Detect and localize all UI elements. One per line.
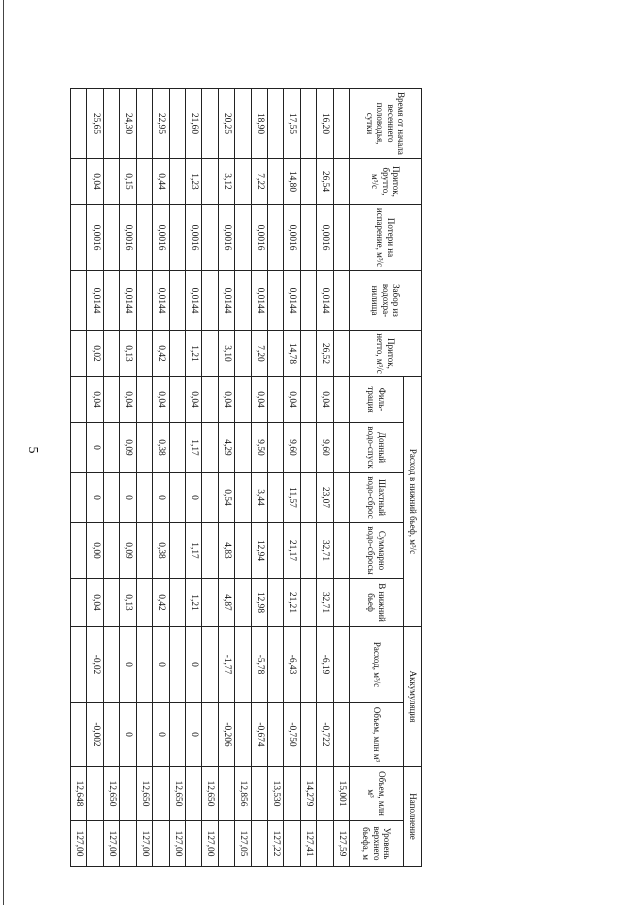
cell-bottom: 9,50: [251, 423, 267, 473]
cell-acc-flow: [103, 627, 119, 703]
cell-evap: [235, 205, 251, 271]
cell-total: [71, 523, 88, 579]
cell-total: 1,17: [185, 523, 201, 579]
cell-bottom: 0,38: [153, 423, 169, 473]
table-row: [251, 89, 267, 867]
cell-fill-vol: [87, 767, 103, 821]
cell-shaft: [267, 473, 283, 523]
cell-withdrawal: 0,0144: [120, 271, 136, 331]
header-filling-group: Наполнение: [404, 767, 422, 867]
cell-time: 21,60: [185, 89, 201, 159]
cell-total: [333, 523, 349, 579]
cell-total: [103, 523, 119, 579]
cell-acc-flow: [169, 627, 185, 703]
cell-acc-vol: [267, 703, 283, 767]
cell-time: [136, 89, 152, 159]
cell-total: [235, 523, 251, 579]
cell-total: [136, 523, 152, 579]
cell-withdrawal: 0,0144: [251, 271, 267, 331]
cell-shaft: [136, 473, 152, 523]
cell-fill-vol: 12,650: [103, 767, 119, 821]
cell-inflow-gross: [235, 159, 251, 205]
cell-time: 18,90: [251, 89, 267, 159]
cell-evap: [333, 205, 349, 271]
cell-inflow-net: 26,52: [317, 331, 333, 377]
header-discharge-group: Расход в нижний бьеф, м³/с: [404, 377, 422, 627]
cell-evap: 0,0016: [153, 205, 169, 271]
cell-filtration: 0,04: [284, 377, 300, 423]
cell-filtration: 0,04: [120, 377, 136, 423]
cell-inflow-net: 1,21: [185, 331, 201, 377]
cell-inflow-gross: 3,12: [218, 159, 234, 205]
cell-tail: [136, 579, 152, 627]
cell-shaft: [103, 473, 119, 523]
cell-filtration: [103, 377, 119, 423]
cell-acc-flow: [136, 627, 152, 703]
cell-evap: [300, 205, 316, 271]
cell-tail: 32,71: [317, 579, 333, 627]
cell-acc-flow: [235, 627, 251, 703]
header-filtration: Филь-трация: [350, 377, 404, 423]
cell-evap: [71, 205, 88, 271]
cell-inflow-gross: 1,23: [185, 159, 201, 205]
cell-level: 127,00: [169, 821, 185, 867]
cell-acc-vol: -0,722: [317, 703, 333, 767]
cell-acc-vol: [71, 703, 88, 767]
header-total-spill: Суммарно водо-сбросы: [350, 523, 404, 579]
table-row: [284, 89, 300, 867]
cell-level: 127,00: [202, 821, 218, 867]
cell-inflow-gross: [136, 159, 152, 205]
cell-time: [103, 89, 119, 159]
cell-time: [235, 89, 251, 159]
cell-time: [202, 89, 218, 159]
cell-evap: 0,0016: [317, 205, 333, 271]
cell-tail: 1,21: [185, 579, 201, 627]
cell-inflow-gross: 14,80: [284, 159, 300, 205]
table-row: [202, 89, 218, 867]
cell-filtration: 0,04: [218, 377, 234, 423]
cell-shaft: [333, 473, 349, 523]
cell-acc-flow: [300, 627, 316, 703]
cell-withdrawal: [333, 271, 349, 331]
cell-bottom: [136, 423, 152, 473]
cell-inflow-net: 7,20: [251, 331, 267, 377]
cell-inflow-gross: [169, 159, 185, 205]
cell-fill-vol: 15,001: [333, 767, 349, 821]
cell-inflow-net: [333, 331, 349, 377]
cell-time: 16,20: [317, 89, 333, 159]
cell-total: 0,09: [120, 523, 136, 579]
cell-acc-vol: -0,206: [218, 703, 234, 767]
table-row: [185, 89, 201, 867]
cell-bottom: 9,60: [284, 423, 300, 473]
cell-bottom: 0,09: [120, 423, 136, 473]
cell-inflow-net: [235, 331, 251, 377]
header-fill-volume: Объем, млн м³: [350, 767, 404, 821]
cell-acc-flow: 0: [120, 627, 136, 703]
cell-evap: 0,0016: [251, 205, 267, 271]
header-accum-flow: Расход, м³/с: [350, 627, 404, 703]
cell-acc-flow: [71, 627, 88, 703]
table-row: [317, 89, 333, 867]
cell-fill-vol: [284, 767, 300, 821]
cell-level: 127,22: [267, 821, 283, 867]
cell-withdrawal: [267, 271, 283, 331]
cell-total: [169, 523, 185, 579]
cell-level: 127,05: [235, 821, 251, 867]
cell-inflow-net: [169, 331, 185, 377]
cell-inflow-gross: [103, 159, 119, 205]
cell-filtration: [267, 377, 283, 423]
cell-evap: [169, 205, 185, 271]
cell-fill-vol: [185, 767, 201, 821]
cell-tail: [71, 579, 88, 627]
cell-time: [333, 89, 349, 159]
cell-total: 21,17: [284, 523, 300, 579]
cell-filtration: 0,04: [87, 377, 103, 423]
cell-bottom: 1,17: [185, 423, 201, 473]
cell-acc-vol: 0: [120, 703, 136, 767]
cell-fill-vol: [120, 767, 136, 821]
cell-withdrawal: 0,0144: [284, 271, 300, 331]
page-left-border: [3, 0, 4, 905]
cell-fill-vol: [153, 767, 169, 821]
cell-shaft: 0: [153, 473, 169, 523]
cell-filtration: [235, 377, 251, 423]
cell-withdrawal: 0,0144: [317, 271, 333, 331]
cell-evap: 0,0016: [218, 205, 234, 271]
table-row: [153, 89, 169, 867]
page-number: 5: [25, 446, 40, 454]
table-row: [103, 89, 119, 867]
cell-inflow-net: 3,10: [218, 331, 234, 377]
cell-level: [218, 821, 234, 867]
cell-acc-vol: [235, 703, 251, 767]
cell-evap: [267, 205, 283, 271]
cell-inflow-gross: 7,22: [251, 159, 267, 205]
cell-acc-flow: -5,78: [251, 627, 267, 703]
cell-total: 4,83: [218, 523, 234, 579]
cell-total: 0,38: [153, 523, 169, 579]
cell-withdrawal: [202, 271, 218, 331]
cell-bottom: [202, 423, 218, 473]
cell-level: [185, 821, 201, 867]
cell-level: 127,41: [300, 821, 316, 867]
cell-acc-flow: -6,43: [284, 627, 300, 703]
cell-inflow-gross: 0,44: [153, 159, 169, 205]
cell-acc-flow: [267, 627, 283, 703]
cell-inflow-net: 0,42: [153, 331, 169, 377]
table-row: [71, 89, 88, 867]
cell-fill-vol: 14,279: [300, 767, 316, 821]
cell-time: 24,30: [120, 89, 136, 159]
cell-evap: [202, 205, 218, 271]
cell-evap: [103, 205, 119, 271]
cell-inflow-net: [103, 331, 119, 377]
cell-level: [120, 821, 136, 867]
cell-bottom: 9,60: [317, 423, 333, 473]
cell-acc-vol: [333, 703, 349, 767]
cell-total: [300, 523, 316, 579]
cell-withdrawal: [103, 271, 119, 331]
header-upper-level: Уровень верхнего бьефа, м: [350, 821, 404, 867]
cell-level: 127,59: [333, 821, 349, 867]
cell-shaft: 0: [120, 473, 136, 523]
cell-acc-flow: -6,19: [317, 627, 333, 703]
cell-filtration: [71, 377, 88, 423]
cell-acc-vol: -0,674: [251, 703, 267, 767]
table-row: [87, 89, 103, 867]
cell-acc-vol: 0: [153, 703, 169, 767]
cell-acc-vol: [202, 703, 218, 767]
cell-inflow-net: [300, 331, 316, 377]
cell-withdrawal: [169, 271, 185, 331]
cell-acc-flow: 0: [153, 627, 169, 703]
cell-bottom: 0: [87, 423, 103, 473]
cell-evap: [136, 205, 152, 271]
cell-evap: 0,0016: [120, 205, 136, 271]
table-row: [136, 89, 152, 867]
cell-acc-vol: [169, 703, 185, 767]
header-to-tailwater: В нижний бьеф: [350, 579, 404, 627]
cell-fill-vol: 13,530: [267, 767, 283, 821]
cell-withdrawal: 0,0144: [218, 271, 234, 331]
cell-inflow-gross: 26,54: [317, 159, 333, 205]
cell-filtration: 0,04: [317, 377, 333, 423]
cell-bottom: [300, 423, 316, 473]
cell-inflow-gross: 0,04: [87, 159, 103, 205]
cell-bottom: [103, 423, 119, 473]
cell-acc-flow: -0,02: [87, 627, 103, 703]
cell-time: 17,55: [284, 89, 300, 159]
table-body: [71, 89, 350, 867]
cell-acc-vol: -0,750: [284, 703, 300, 767]
header-evaporation-loss: Потери на испарение, м³/с: [350, 205, 422, 271]
header-accumulation-group: Аккумуляция: [404, 627, 422, 767]
cell-acc-flow: [333, 627, 349, 703]
table-row: [300, 89, 316, 867]
cell-inflow-net: [71, 331, 88, 377]
cell-shaft: [202, 473, 218, 523]
cell-evap: 0,0016: [284, 205, 300, 271]
cell-fill-vol: 12,650: [202, 767, 218, 821]
cell-inflow-net: 0,13: [120, 331, 136, 377]
header-accum-volume: Объем, млн м³: [350, 703, 404, 767]
table-row: [235, 89, 251, 867]
cell-shaft: [169, 473, 185, 523]
header-inflow-gross: Приток, брутто, м³/с: [350, 159, 422, 205]
cell-time: [300, 89, 316, 159]
cell-time: 25,65: [87, 89, 103, 159]
cell-fill-vol: 12,650: [169, 767, 185, 821]
cell-inflow-net: [136, 331, 152, 377]
cell-withdrawal: [136, 271, 152, 331]
cell-inflow-gross: [300, 159, 316, 205]
cell-tail: 0,42: [153, 579, 169, 627]
cell-fill-vol: [317, 767, 333, 821]
cell-withdrawal: 0,0144: [185, 271, 201, 331]
header-shaft-spillway: Шахтный водо-сброс: [350, 473, 404, 523]
table-row: [120, 89, 136, 867]
table-row: [169, 89, 185, 867]
cell-time: [267, 89, 283, 159]
cell-acc-flow: 0: [185, 627, 201, 703]
cell-withdrawal: 0,0144: [87, 271, 103, 331]
cell-inflow-net: 0,02: [87, 331, 103, 377]
reservoir-balance-table: [70, 88, 422, 867]
cell-tail: [235, 579, 251, 627]
cell-acc-flow: [202, 627, 218, 703]
cell-shaft: 0,54: [218, 473, 234, 523]
cell-fill-vol: [218, 767, 234, 821]
cell-tail: [300, 579, 316, 627]
cell-acc-vol: -0,002: [87, 703, 103, 767]
cell-filtration: [169, 377, 185, 423]
cell-acc-vol: 0: [185, 703, 201, 767]
table-row: [218, 89, 234, 867]
header-bottom-outlet: Донный водо-спуск: [350, 423, 404, 473]
cell-withdrawal: [71, 271, 88, 331]
cell-shaft: [300, 473, 316, 523]
cell-filtration: 0,04: [185, 377, 201, 423]
cell-inflow-gross: [202, 159, 218, 205]
cell-bottom: [267, 423, 283, 473]
cell-level: 127,00: [136, 821, 152, 867]
cell-evap: 0,0016: [87, 205, 103, 271]
table-row: [267, 89, 283, 867]
cell-level: [251, 821, 267, 867]
cell-tail: 0,04: [87, 579, 103, 627]
cell-shaft: 0: [87, 473, 103, 523]
header-inflow-net: Приток, нетто, м³/с: [350, 331, 422, 377]
cell-fill-vol: 12,650: [136, 767, 152, 821]
cell-level: [153, 821, 169, 867]
cell-inflow-net: [267, 331, 283, 377]
cell-inflow-gross: 0,15: [120, 159, 136, 205]
cell-tail: 0,13: [120, 579, 136, 627]
cell-inflow-net: 14,78: [284, 331, 300, 377]
cell-fill-vol: [251, 767, 267, 821]
cell-shaft: 11,57: [284, 473, 300, 523]
cell-total: 12,94: [251, 523, 267, 579]
cell-bottom: [169, 423, 185, 473]
cell-acc-vol: [136, 703, 152, 767]
cell-total: [267, 523, 283, 579]
cell-bottom: [333, 423, 349, 473]
cell-inflow-gross: [71, 159, 88, 205]
cell-time: 20,25: [218, 89, 234, 159]
cell-acc-vol: [300, 703, 316, 767]
cell-shaft: 3,44: [251, 473, 267, 523]
cell-bottom: [235, 423, 251, 473]
cell-bottom: [71, 423, 88, 473]
cell-shaft: 0: [185, 473, 201, 523]
cell-bottom: 4,29: [218, 423, 234, 473]
cell-tail: 12,98: [251, 579, 267, 627]
rotated-table-container: [70, 88, 422, 861]
cell-total: 0,00: [87, 523, 103, 579]
cell-tail: [202, 579, 218, 627]
cell-time: 22,95: [153, 89, 169, 159]
cell-filtration: 0,04: [251, 377, 267, 423]
cell-time: [169, 89, 185, 159]
cell-evap: 0,0016: [185, 205, 201, 271]
cell-fill-vol: 12,648: [71, 767, 88, 821]
cell-fill-vol: 12,856: [235, 767, 251, 821]
cell-total: 32,71: [317, 523, 333, 579]
cell-filtration: 0,04: [153, 377, 169, 423]
table-row: [333, 89, 349, 867]
cell-inflow-net: [202, 331, 218, 377]
cell-acc-vol: [103, 703, 119, 767]
cell-level: 127,00: [71, 821, 88, 867]
cell-filtration: [300, 377, 316, 423]
cell-filtration: [202, 377, 218, 423]
cell-filtration: [333, 377, 349, 423]
cell-inflow-gross: [267, 159, 283, 205]
cell-filtration: [136, 377, 152, 423]
cell-tail: 21,21: [284, 579, 300, 627]
header-withdrawal: Забор из водохра-нилища: [350, 271, 422, 331]
cell-withdrawal: [235, 271, 251, 331]
cell-tail: [333, 579, 349, 627]
cell-shaft: [235, 473, 251, 523]
cell-shaft: [71, 473, 88, 523]
cell-level: [87, 821, 103, 867]
cell-tail: 4,87: [218, 579, 234, 627]
cell-time: [71, 89, 88, 159]
cell-withdrawal: 0,0144: [153, 271, 169, 331]
header-time: Время от начала весеннего половодья, сутки: [350, 89, 422, 159]
cell-acc-flow: -1,77: [218, 627, 234, 703]
cell-total: [202, 523, 218, 579]
cell-tail: [267, 579, 283, 627]
cell-tail: [103, 579, 119, 627]
cell-shaft: 23,07: [317, 473, 333, 523]
cell-withdrawal: [300, 271, 316, 331]
cell-level: [317, 821, 333, 867]
cell-level: [284, 821, 300, 867]
cell-inflow-gross: [333, 159, 349, 205]
cell-level: 127,00: [103, 821, 119, 867]
cell-tail: [169, 579, 185, 627]
